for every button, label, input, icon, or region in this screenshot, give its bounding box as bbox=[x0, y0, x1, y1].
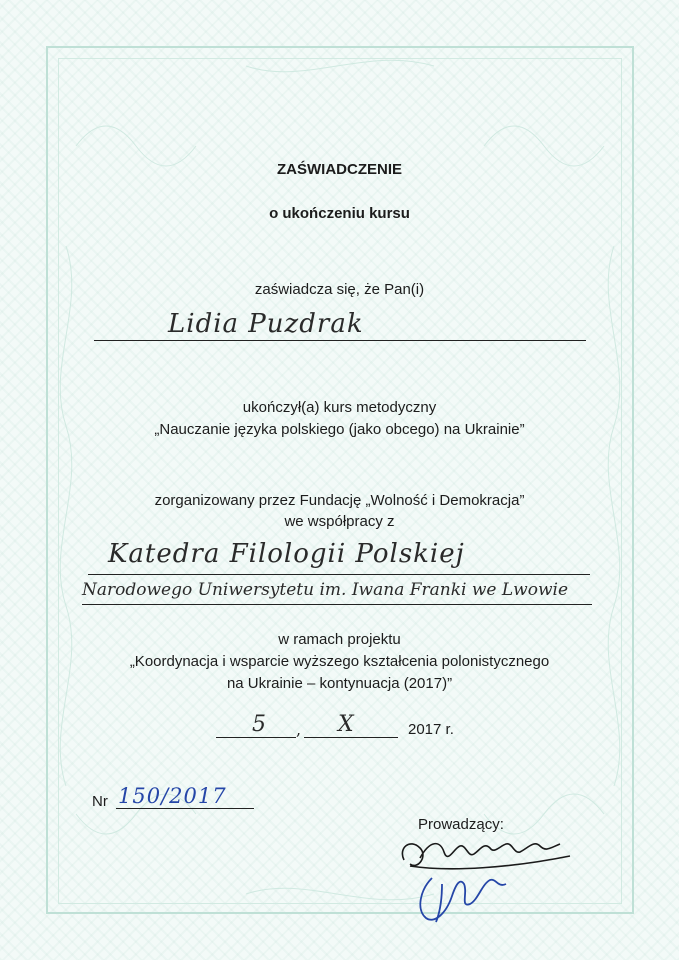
date-day: 5 bbox=[252, 712, 267, 737]
date-year: 2017 r. bbox=[408, 721, 454, 738]
organized-by: zorganizowany przez Fundację „Wolność i Demokracja” bbox=[154, 492, 525, 509]
course-name: „Nauczanie języka polskiego (jako obcego) na Ukrainie” bbox=[154, 421, 525, 438]
cooperation-text: we współpracy z bbox=[284, 513, 395, 530]
signatory-label: Prowadzący: bbox=[418, 816, 504, 833]
completed-line: ukończył(a) kurs metodyczny bbox=[242, 399, 437, 416]
recipient-name-line bbox=[94, 340, 586, 341]
project-intro: w ramach projektu bbox=[278, 631, 401, 648]
project-line-1: „Koordynacja i wsparcie wyższego kształcenia polonistycznego bbox=[129, 653, 550, 670]
certificate-title: ZAŚWIADCZENIE bbox=[277, 161, 402, 178]
project-line-2: na Ukrainie – kontynuacja (2017)” bbox=[226, 675, 453, 692]
date-separator: , bbox=[296, 720, 303, 739]
number-label: Nr bbox=[92, 793, 108, 810]
signature-mark bbox=[390, 818, 590, 928]
date-day-line bbox=[216, 737, 296, 738]
intro-text: zaświadcza się, że Pan(i) bbox=[254, 281, 425, 298]
partner-line-2: Narodowego Uniwersytetu im. Iwana Franki we Lwowie bbox=[82, 580, 569, 600]
partner-line-2-underline bbox=[82, 604, 592, 605]
certificate-number: 150/2017 bbox=[118, 784, 227, 808]
certificate-subtitle: o ukończeniu kursu bbox=[269, 205, 410, 222]
date-month-line bbox=[304, 737, 398, 738]
partner-line-1: Katedra Filologii Polskiej bbox=[108, 539, 465, 569]
partner-line-1-underline bbox=[88, 574, 590, 575]
certificate-number-line bbox=[116, 808, 254, 809]
date-month: X bbox=[338, 712, 355, 737]
recipient-name: Lidia Puzdrak bbox=[168, 309, 364, 339]
